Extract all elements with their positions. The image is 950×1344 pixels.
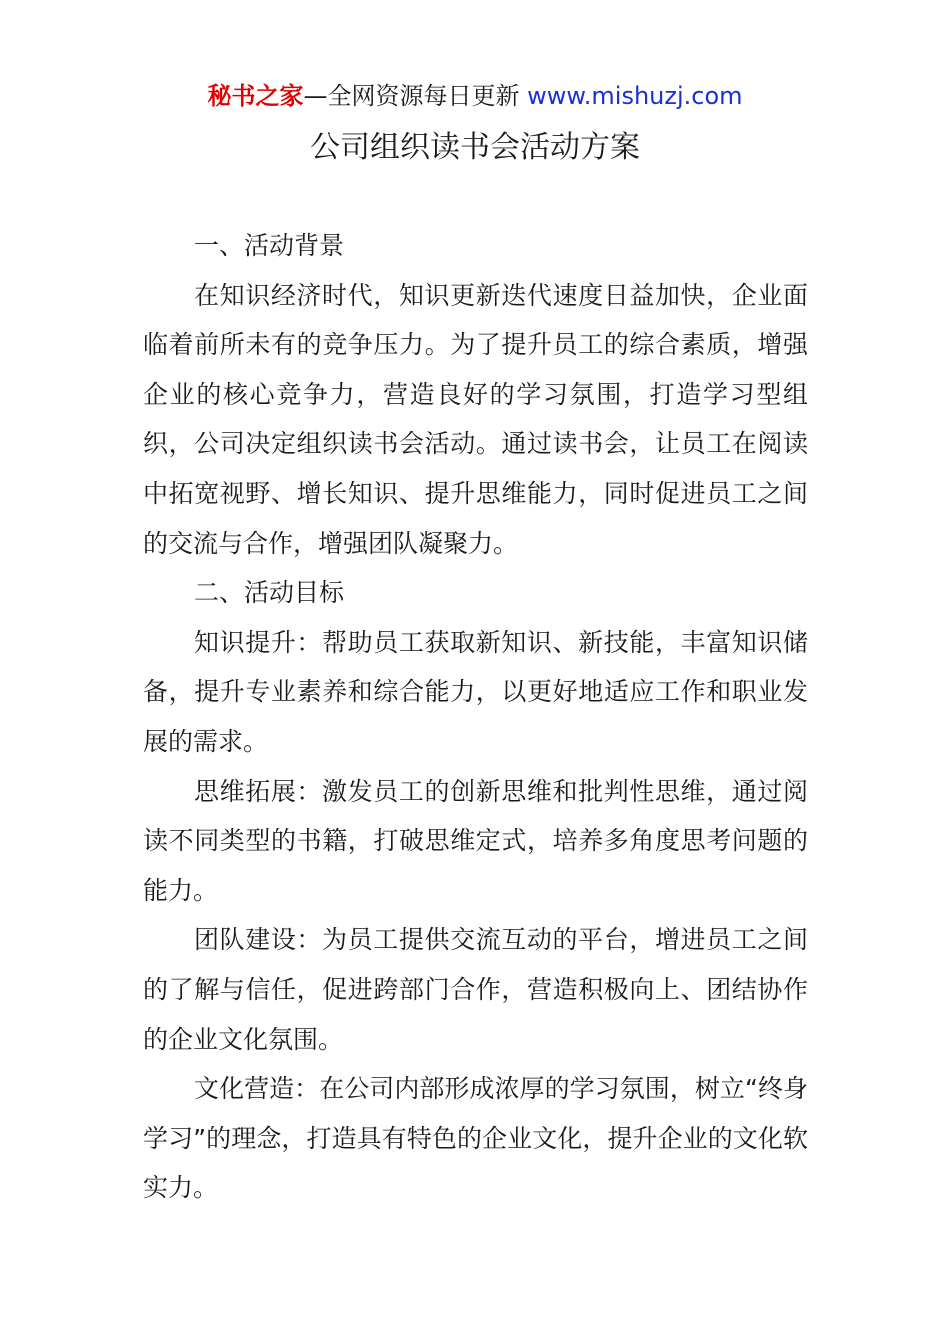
paragraph-goal-knowledge: 知识提升：帮助员工获取新知识、新技能，丰富知识储备，提升专业素养和综合能力，以更好地适应工作和职业发展的需求。 <box>143 627 808 756</box>
header-tagline: —全网资源每日更新 <box>303 82 520 110</box>
document-body <box>143 221 808 1213</box>
section-heading-goals: 二、活动目标 <box>194 578 345 608</box>
site-header <box>0 80 950 112</box>
paragraph-background: 在知识经济时代，知识更新迭代速度日益加快，企业面临着前所未有的竞争压力。为了提升员工的综合素质，增强企业的核心竞争力，营造良好的学习氛围，打造学习型组织，公司决定组织读书会活动。通过读书会，让员工在阅读中拓宽视野、增长知识、提升思维能力，同时促进员工之间的交流与合作，增强团队凝聚力。 <box>143 280 808 558</box>
brand-name: 秘书之家 <box>207 82 304 110</box>
paragraph-goal-thinking: 思维拓展：激发员工的创新思维和批判性思维，通过阅读不同类型的书籍，打破思维定式，培养多角度思考问题的能力。 <box>143 776 808 905</box>
site-url-link[interactable]: www.mishuzj.com <box>527 82 743 110</box>
paragraph-goal-culture: 文化营造：在公司内部形成浓厚的学习氛围，树立“终身学习”的理念，打造具有特色的企业文化，提升企业的文化软实力。 <box>143 1074 808 1203</box>
paragraph-goal-team: 团队建设：为员工提供交流互动的平台，增进员工之间的了解与信任，促进跨部门合作，营造积极向上、团结协作的企业文化氛围。 <box>143 925 808 1054</box>
document-title: 公司组织读书会活动方案 <box>310 130 640 165</box>
section-heading-background: 一、活动背景 <box>194 231 345 260</box>
